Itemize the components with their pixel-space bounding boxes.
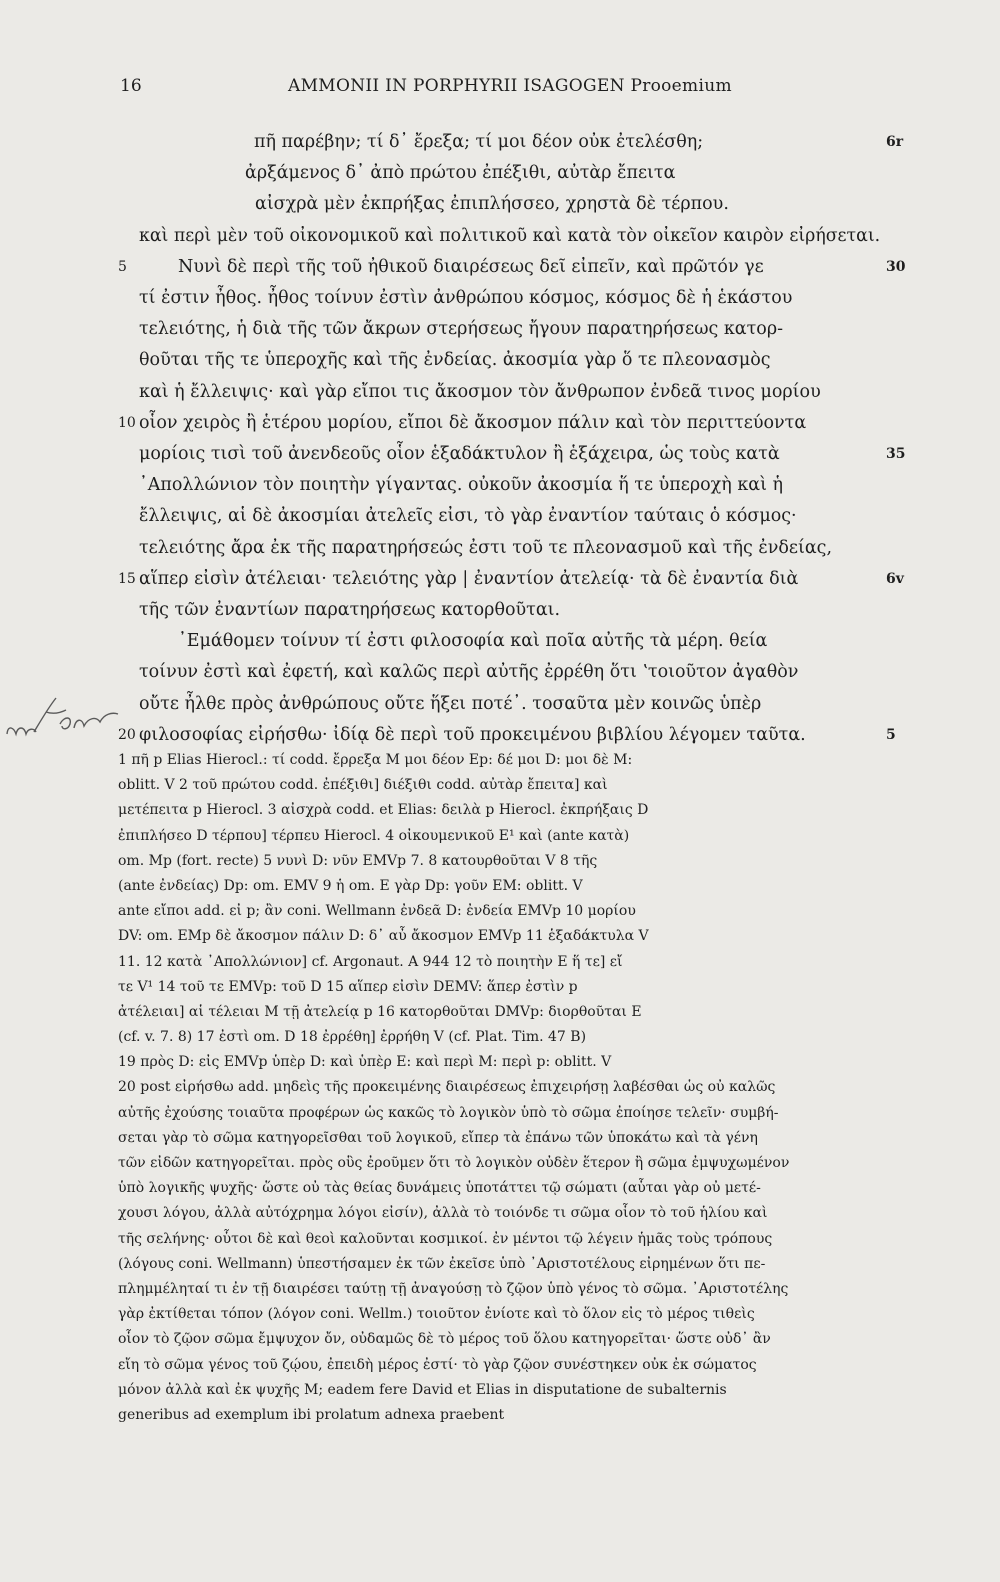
line-number: 15 bbox=[118, 570, 136, 587]
text-line: καὶ περὶ μὲν τοῦ οἰκονομικοῦ καὶ πολιτικοῦ καὶ κατὰ τὸν οἰκεῖον καιρὸν εἰρήσεται. bbox=[139, 225, 881, 246]
text-line: ἀρξάμενος δ᾽ ἀπὸ πρώτου ἐπέξιθι, αὐτὰρ ἔπειτα bbox=[245, 163, 676, 184]
apparatus-line: om. Mp (fort. recte) 5 νυνὶ D: νῦν EMVp 7. 8 κατουρθοῦται V 8 τῆς bbox=[118, 852, 598, 869]
apparatus-line: (cf. v. 7. 8) 17 ἐστὶ om. D 18 ἐρρέθη] ἐρρήθη V (cf. Plat. Tim. 47 B) bbox=[118, 1029, 587, 1046]
apparatus-line: oblitt. V 2 τοῦ πρώτου codd. ἐπέξιθι] διέξιθι codd. αὐτὰρ ἔπειτα] καὶ bbox=[118, 777, 608, 794]
text-line: τελειότης, ἡ διὰ τῆς τῶν ἄκρων στερήσεως ἤγουν παρατηρήσεως κατορ- bbox=[139, 319, 784, 340]
apparatus-line: (ante ἐνδείας) Dp: om. EMV 9 ἡ om. E γὰρ Dp: γοῦν EM: oblitt. V bbox=[118, 877, 583, 894]
running-title: AMMONII IN PORPHYRII ISAGOGEN Prooemium bbox=[288, 76, 732, 96]
margin-reference: 5 bbox=[886, 726, 896, 743]
apparatus-line: generibus ad exemplum ibi prolatum adnexa praebent bbox=[118, 1406, 505, 1423]
text-line: φιλοσοφίας εἰρήσθω· ἰδίᾳ δὲ περὶ τοῦ προκειμένου βιβλίου λέγομεν ταῦτα. bbox=[139, 724, 806, 745]
apparatus-line: μετέπειτα p Hierocl. 3 αἰσχρὰ codd. et Elias: δειλὰ p Hierocl. ἐκπρήξαις D bbox=[118, 802, 649, 819]
line-number: 5 bbox=[118, 258, 127, 275]
line-number: 10 bbox=[118, 414, 136, 431]
apparatus-line: 19 πρὸς D: εἰς EMVp ὑπὲρ D: καὶ ὑπὲρ E: καὶ περὶ M: περὶ p: oblitt. V bbox=[118, 1054, 612, 1071]
text-line: τῆς τῶν ἐναντίων παρατηρήσεως κατορθοῦται. bbox=[139, 600, 561, 620]
apparatus-line: εἴη τὸ σῶμα γένος τοῦ ζῴου, ἐπειδὴ μέρος ἐστί· τὸ γὰρ ζῷον συνέστηκεν οὐκ ἐκ σώματος bbox=[118, 1356, 757, 1373]
apparatus-line: τῶν εἰδῶν κατηγορεῖται. πρὸς οὓς ἐροῦμεν ὅτι τὸ λογικὸν οὐδὲν ἕτερον ἢ σῶμα ἐμψυχωμένον bbox=[118, 1155, 790, 1171]
apparatus-line: ἀτέλειαι] αἱ τέλειαι M τῇ ἀτελείᾳ p 16 κατορθοῦται DMVp: διορθοῦται E bbox=[118, 1003, 642, 1020]
text-line: ᾿Απολλώνιον τὸν ποιητὴν γίγαντας. οὐκοῦν ἀκοσμία ἥ τε ὑπεροχὴ καὶ ἡ bbox=[139, 475, 783, 496]
apparatus-line: σεται γὰρ τὸ σῶμα κατηγορεῖσθαι τοῦ λογικοῦ, εἴπερ τὰ ἐπάνω τῶν ὑποκάτω καὶ τὰ γένη bbox=[118, 1129, 758, 1146]
apparatus-line: χουσι λόγου, ἀλλὰ αὐτόχρημα λόγοι εἰσίν), ἀλλὰ τὸ τοιόνδε τι σῶμα οἷον τὸ τοῦ ἡλίου καὶ bbox=[118, 1205, 768, 1222]
text-line: τί ἐστιν ἦθος. ἦθος τοίνυν ἐστὶν ἀνθρώπου κόσμος, κόσμος δὲ ἡ ἑκάστου bbox=[139, 288, 793, 308]
text-line: τοίνυν ἐστὶ καὶ ἐφετή, καὶ καλῶς περὶ αὐτῆς ἐρρέθη ὅτι ʽτοιοῦτον ἀγαθὸν bbox=[139, 662, 799, 683]
text-line: πῆ παρέβην; τί δ᾽ ἔρεξα; τί μοι δέον οὐκ ἐτελέσθη; bbox=[254, 132, 704, 152]
margin-reference: 30 bbox=[886, 258, 906, 275]
apparatus-line: ἐπιπλήσεο D τέρπου] τέρπευ Hierocl. 4 οἰκουμενικοῦ E¹ καὶ (ante κατὰ) bbox=[118, 827, 630, 844]
text-line: ᾿Εμάθομεν τοίνυν τί ἐστι φιλοσοφία καὶ ποῖα αὐτῆς τὰ μέρη. θεία bbox=[178, 631, 768, 652]
text-line: μορίοις τισὶ τοῦ ἀνενδεοῦς οἷον ἑξαδάκτυλον ἢ ἑξάχειρα, ὡς τοὺς κατὰ bbox=[139, 444, 780, 464]
margin-reference: 35 bbox=[886, 446, 906, 462]
apparatus-line: πλημμέληταί τι ἐν τῇ διαιρέσει ταύτῃ τῇ ἀναγούσῃ τὸ ζῷον ὑπὸ γένος τὸ σῶμα. ᾿Αριστοτέλης bbox=[118, 1280, 789, 1297]
text-line: αἵπερ εἰσὶν ἀτέλειαι· τελειότης γὰρ | ἐναντίον ἀτελείᾳ· τὰ δὲ ἐναντία διὰ bbox=[139, 568, 799, 589]
text-line: θοῦται τῆς τε ὑπεροχῆς καὶ τῆς ἐνδείας. ἀκοσμία γὰρ ὅ τε πλεονασμὸς bbox=[139, 350, 771, 371]
margin-reference: 6r bbox=[886, 134, 904, 150]
apparatus-line: DV: om. EMp δὲ ἄκοσμον πάλιν D: δ᾽ αὖ ἄκοσμον EMVp 11 ἑξαδάκτυλα V bbox=[118, 928, 649, 945]
text-line: οἷον χειρὸς ἢ ἑτέρου μορίου, εἴποι δὲ ἄκοσμον πάλιν καὶ τὸν περιττεύοντα bbox=[139, 412, 807, 433]
line-number: 20 bbox=[118, 726, 136, 743]
text-line: ἔλλειψις, αἱ δὲ ἀκοσμίαι ἀτελεῖς εἰσι, τὸ γὰρ ἐναντίον ταύταις ὁ κόσμος· bbox=[139, 506, 797, 527]
page-number: 16 bbox=[120, 76, 142, 96]
text-line: Νυνὶ δὲ περὶ τῆς τοῦ ἠθικοῦ διαιρέσεως δεῖ εἰπεῖν, καὶ πρῶτόν γε bbox=[178, 256, 764, 277]
running-head bbox=[120, 76, 892, 100]
apparatus-line: τῆς σελήνης· οὗτοι δὲ καὶ θεοὶ καλοῦνται κοσμικοί. ἐν μέντοι τῷ λέγειν ἡμᾶς τοὺς τρόπους bbox=[118, 1230, 773, 1247]
apparatus-line: (λόγους coni. Wellmann) ὑπεστήσαμεν ἐκ τῶν ἐκεῖσε ὑπὸ ᾿Αριστοτέλους εἰρημένων ὅτι πε- bbox=[118, 1255, 766, 1272]
text-line: καὶ ἡ ἔλλειψις· καὶ γὰρ εἴποι τις ἄκοσμον τὸν ἄνθρωπον ἐνδεᾶ τινος μορίου bbox=[139, 381, 821, 402]
text-line: τελειότης ἄρα ἐκ τῆς παρατηρήσεώς ἐστι τοῦ τε πλεονασμοῦ καὶ τῆς ἐνδείας, bbox=[139, 537, 833, 558]
apparatus-line: 20 post εἰρήσθω add. μηδεὶς τῆς προκειμένης διαιρέσεως ἐπιχειρήσῃ λαβέσθαι ὡς οὐ καλῶς bbox=[118, 1079, 776, 1096]
text-line: οὔτε ἦλθε πρὸς ἀνθρώπους οὔτε ἥξει ποτέ᾽. τοσαῦτα μὲν κοινῶς ὑπὲρ bbox=[139, 693, 762, 714]
apparatus-line: μόνον ἀλλὰ καὶ ἐκ ψυχῆς M; eadem fere David et Elias in disputatione de subalternis bbox=[118, 1381, 727, 1398]
handwritten-margin-note bbox=[4, 688, 122, 744]
apparatus-line: ante εἴποι add. εἰ p; ἂν coni. Wellmann ἐνδεᾶ D: ἐνδεία EMVp 10 μορίου bbox=[118, 903, 636, 920]
margin-reference: 6v bbox=[886, 570, 904, 587]
apparatus-line: τε V¹ 14 τοῦ τε EMVp: τοῦ D 15 αἵπερ εἰσὶν DEMV: ἅπερ ἐστὶν p bbox=[118, 978, 578, 995]
apparatus-line: αὐτῆς ἐχούσης τοιαῦτα προφέρων ὡς κακῶς τὸ λογικὸν ὑπὸ τὸ σῶμα ἐποίησε τελεῖν· συμβή- bbox=[118, 1104, 779, 1121]
text-line: αἰσχρὰ μὲν ἐκπρήξας ἐπιπλήσσεο, χρηστὰ δὲ τέρπου. bbox=[255, 194, 729, 215]
apparatus-line: 11. 12 κατὰ ᾿Απολλώνιον] cf. Argonaut. A 944 12 τὸ ποιητὴν E ἥ τε] εἴ bbox=[118, 953, 623, 970]
apparatus-line: οἷον τὸ ζῷον σῶμα ἔμψυχον ὄν, οὐδαμῶς δὲ τὸ μέρος τοῦ ὅλου κατηγορεῖται· ὥστε οὐδ᾽ ἂν bbox=[118, 1331, 771, 1348]
critical-apparatus bbox=[118, 748, 888, 1428]
apparatus-line: 1 πῆ p Elias Hierocl.: τί codd. ἔρρεξα M μοι δέον Ep: δέ μοι D: μοι δὲ M: bbox=[118, 752, 633, 768]
apparatus-line: ὑπὸ λογικῆς ψυχῆς· ὥστε οὐ τὰς θείας δυνάμεις ὑποτάττει τῷ σώματι (αὗται γὰρ οὐ μετέ- bbox=[118, 1180, 761, 1197]
apparatus-line: γὰρ ἐκτίθεται τόπον (λόγον coni. Wellm.) τοιοῦτον ἐνίοτε καὶ τὸ ὅλον εἰς τὸ μέρος τιθεὶς bbox=[118, 1306, 755, 1323]
